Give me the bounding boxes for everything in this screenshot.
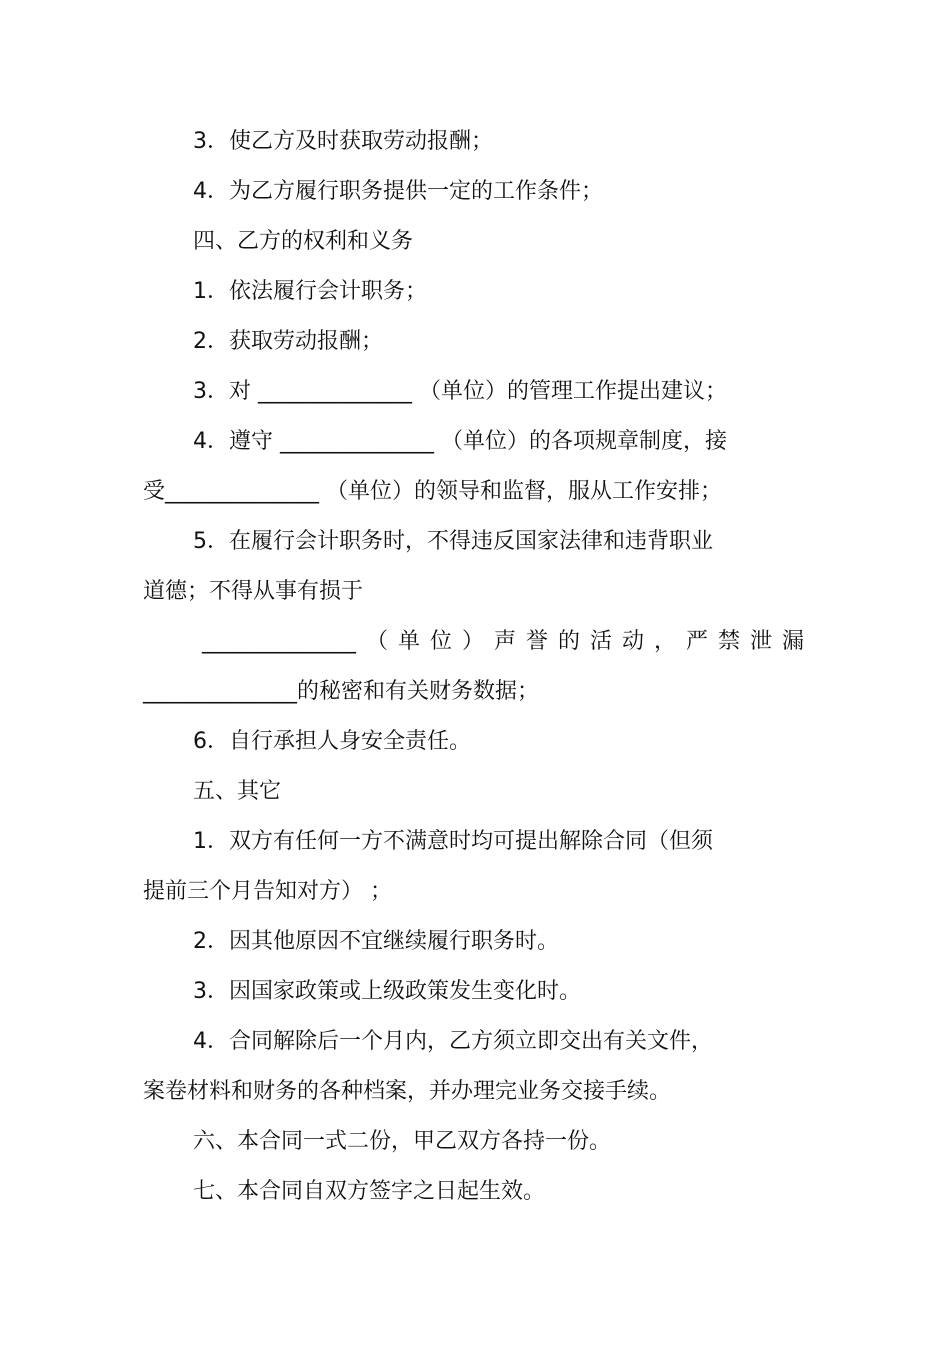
clause-4-5-line-3: ______________ （ 单 位 ） 声 誉 的 活 动 ， 严 禁 泄 漏 — [202, 627, 804, 657]
clause-5-3: 3．因国家政策或上级政策发生变化时。 — [193, 979, 581, 1004]
clause-4-4-line-2: 受______________ （单位）的领导和监督，服从工作安排； — [143, 479, 722, 504]
clause-3-1-3: 3．使乙方及时获取劳动报酬； — [193, 129, 493, 154]
clause-5-4-line-1: 4．合同解除后一个月内，乙方须立即交出有关文件， — [193, 1029, 713, 1054]
clause-3-1-4: 4．为乙方履行职务提供一定的工作条件； — [193, 179, 603, 204]
clause-4-3: 3．对 ______________ （单位）的管理工作提出建议； — [193, 379, 727, 404]
clause-4-5-line-1: 5．在履行会计职务时，不得违反国家法律和违背职业 — [193, 529, 713, 554]
clause-5-1-line-2: 提前三个月告知对方） ； — [143, 879, 392, 904]
clause-4-2: 2．获取劳动报酬； — [193, 329, 383, 354]
clause-4-6: 6．自行承担人身安全责任。 — [193, 729, 471, 754]
clause-4-5-line-4: ______________的秘密和有关财务数据； — [143, 679, 540, 704]
section-heading-4: 四、乙方的权利和义务 — [193, 229, 414, 254]
clause-5-4-line-2: 案卷材料和财务的各种档案，并办理完业务交接手续。 — [143, 1079, 672, 1104]
clause-4-4-line-1: 4．遵守 ______________ （单位）的各项规章制度，接 — [193, 429, 727, 454]
blank-field: ______________ — [202, 629, 356, 654]
section-heading-5: 五、其它 — [193, 779, 282, 804]
clause-4-1: 1．依法履行会计职务； — [193, 279, 427, 304]
clause-5-1-line-1: 1．双方有任何一方不满意时均可提出解除合同（但须 — [193, 829, 713, 854]
clause-4-5-line-2: 道德；不得从事有损于 — [143, 579, 364, 604]
section-7: 七、本合同自双方签字之日起生效。 — [193, 1179, 546, 1204]
clause-5-2: 2．因其他原因不宜继续履行职务时。 — [193, 929, 559, 954]
section-6: 六、本合同一式二份，甲乙双方各持一份。 — [193, 1129, 612, 1154]
